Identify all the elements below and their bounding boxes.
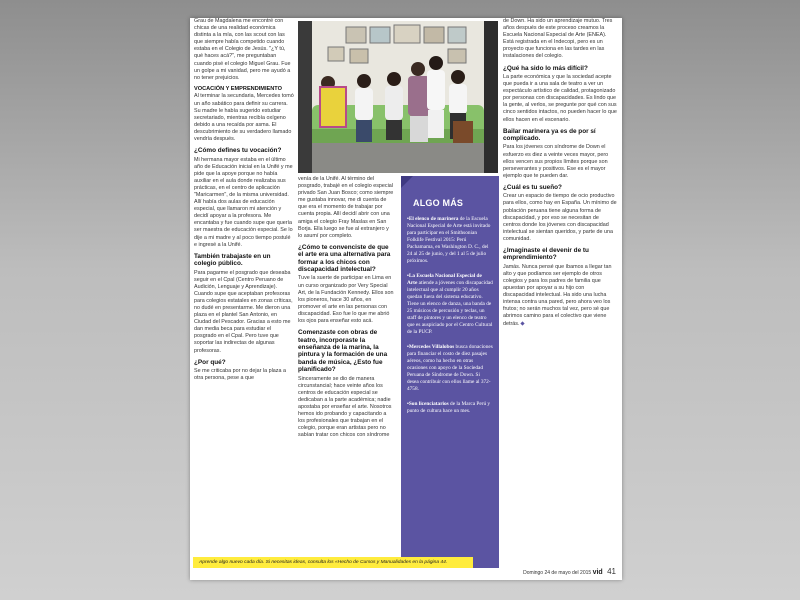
paragraph: venía de la Unifé. Al término del posgrado, trabajé en el colegio especial privado San Juan Bosco; como siempre me gustaba innovar, me di cuenta de que era el momento de trabajar por cuenta propia. Allí decidí abrir con una amiga el colegio Fray Maslas en San Borja. Ella luego se fue al extranjero y lo asumí por completo. [298, 176, 394, 239]
paragraph: Tuve la suerte de participar en Lima en un curso organizado por Very Special Art, de la Fundación Kennedy. Ellos son los pioneros, hace 30 años, en promover el arte en las personas con discapacidad. Eso fue lo que me abrió los ojos para enseñar esto acá. [298, 275, 394, 325]
sidebar-item-lead: •El elenco de marinera [407, 216, 459, 222]
question-heading: Bailar marinera ya es de por sí complicado. [503, 127, 596, 143]
question-heading: ¿Cómo defines tu vocación? [194, 147, 282, 155]
sidebar-item-lead: •Son licenciatarios [407, 401, 449, 407]
sidebar-corner [401, 176, 413, 188]
page-number: 41 [607, 567, 616, 576]
footnote-banner: Aprende algo nuevo cada día. Si necesitas ideas, consulta los «Hecho de Cursos y Manualidades en la página 44. [193, 557, 473, 568]
question-heading: ¿Qué ha sido lo más difícil? [503, 64, 588, 72]
section-heading: VOCACIÓN Y EMPRENDIMIENTO [194, 85, 282, 92]
group-photo [298, 21, 498, 173]
paragraph: Mi hermana mayor estaba en el último año de Educación inicial en la Unifé y me pide que la apoye porque no había auxiliar en el aula donde realizaba sus prácticas, en el centro de aplicación "Maricarmen", de la misma universidad. Allí había dos aulas de educación especial, que llamaron mi atención y decidí apoyar a la profesora. Me encantaba y fue cuando supe que quería ser maestra de educación especial. Se lo dije a mi madre y al poco tiempo postulé e ingresé a la Unifé. [194, 156, 293, 248]
paragraph: Al terminar la secundaria, Mercedes tomó un año sabático para definir su carrera. Su madre le había sugerido estudiar secretariado, mientras recibía oxígeno debido a una recaída por asma. El descubrimiento de su verdadero llamado vendría después. [194, 93, 294, 142]
question-heading: También trabajaste en un colegio público. [194, 252, 271, 268]
sidebar-item [407, 401, 493, 415]
text-column-2 [298, 176, 394, 443]
sidebar-item-text: de la Escuela Nacional Especial de Arte está invitado para participar en el Smithsonian Folklife Festival 2015: Perú Pachamama, en Washington D. C., del 24 al 25 de junio, y del 1 al 5 de julio próximos. [407, 216, 491, 264]
magazine-logo: vid [592, 569, 603, 576]
sidebar-item-text: de la Marca Perú y punto de cultura hace un mes. [407, 401, 491, 414]
folio-date: Domingo 24 de mayo del 2015 [523, 570, 592, 576]
paragraph: de Down. Ha sido un aprendizaje mutuo. Tres años después de este proceso creamos la Escuela Nacional Especial de Arte (ENEA). Está registrada en el Indecopi, pero es un proyecto que funciona en las tardes en las instalaciones del colegio. [503, 18, 613, 60]
sidebar-item-text: atiende a jóvenes con discapacidad intelectual que al cumplir 20 años quedan fuera del sistema educativo. Tiene un elenco de danza, una banda de 25 músicos de percusión y teclas, un staff de pintores y un elenco de teatro que es auspiciado por el Centro Cultural de la PUCP. [407, 280, 493, 335]
question-heading: ¿Cuál es tu sueño? [503, 183, 562, 191]
paragraph: Para los jóvenes con síndrome de Down el esfuerzo es diez a veinte veces mayor, pero ellos vencen sus propios límites porque son perseverantes y positivos. Ese es el mayor ejemplo que te pueden dar. [503, 144, 609, 179]
text-column-1 [194, 18, 294, 386]
photo-illustration [298, 21, 498, 173]
paragraph: La parte económica y que la sociedad acepte que pueda ir a una sala de teatro a ver un espectáculo artístico de calidad, protagonizado por personas con discapacidades. Es lindo que la gente, al verlos, se pregunte por qué con sus cinco sentidos intactos, no pueden hacer lo que ellos hacen en el escenario. [503, 73, 617, 123]
sidebar-item [407, 216, 493, 265]
end-mark-icon [521, 321, 525, 325]
sidebar-title: ALGO MÁS [413, 198, 464, 208]
question-heading: ¿Por qué? [194, 358, 226, 366]
sidebar-item [407, 273, 493, 336]
magazine-page [190, 18, 622, 580]
paragraph: Sinceramente se dio de manera circunstancial; hace veinte años los centros de educación especial se dedicaban a la parte académica; nadie apostaba por enseñar el arte. Nosotros hemos ido probando y capacitando a los profesionales que trabajan en el colegio, porque eran artistas pero no sabían tratar con chicos con síndrome [298, 375, 392, 439]
sidebar-item-lead: •Mercedes Villalobos [407, 344, 455, 350]
sidebar-item-lead: •La Escuela Nacional Especial de Arte [407, 273, 482, 286]
paragraph: Crear un espacio de tiempo de ocio productivo para ellos, como hay en España. Un mínimo de población peruana tiene alguna forma de discapacidad, y por eso se necesitan de centros donde los jóvenes con discapacidad intelectual se sientan queridos, y parte de una comunidad. [503, 193, 617, 242]
question-heading: ¿Cómo te convenciste de que el arte era una alternativa para formar a los chicos con discapacidad intelectual? [298, 243, 391, 274]
paragraph: Grau de Magdalena me encontré con chicas de una realidad económica distinta a la mía, con las scout con las que siempre había competido cuando estaba en el Colegio de Jesús. "¿Y tú, qué haces acá?", me preguntaban cuando pisé el colegio Miguel Grau. Fue un golpe a mi vanidad, pero me ayudó a no tener prejuicios. [194, 18, 291, 81]
question-heading: Comenzaste con obras de teatro, incorporaste la enseñanza de la marina, la pintura y la formación de una banda de música, ¿Esto fue planificado? [298, 329, 388, 374]
paragraph-text: Jamás. Nunca pensé que íbamos a llegar tan alto y que podíamos ser ejemplo de otros colegios y para los padres de familia que apuestan por apoyar a su hijo con discapacidad intelectual. Ha sido una lucha intensa contra una pared, pero ahora veo los frutos; no serán muchos tal vez, pero sé que abrimos camino para el colectivo que viene detrás. [503, 263, 612, 327]
question-heading: ¿Imaginaste el devenir de tu emprendimiento? [503, 246, 589, 262]
paragraph: Para pagarme el posgrado que deseaba seguir en el Cpal (Centro Peruano de Audición, Lenguaje y Aprendizaje). Cuando supe que aceptaban profesoras para colegios estatales en zonas críticas, no dudé en presentarme. Me dieron una plaza en el plantel San Antonio, en Ciudad del Pescador. Gracias a esto me dan media beca para estudiar el posgrado en el Cpal. Pero tuve que soportar las indirectas de algunas profesoras. [194, 269, 293, 354]
page-folio [523, 567, 616, 576]
paragraph [503, 264, 617, 328]
text-column-3 [503, 18, 617, 332]
paragraph: Se me criticaba por no dejar la plaza a otra persona, pese a que [194, 368, 286, 382]
sidebar-item [407, 344, 493, 393]
sidebar-algo-mas [401, 176, 499, 568]
sidebar-item-text: busca donaciones para financiar el costo de diez pasajes aéreos, como ha hecho en otras ocasiones con apoyo de la Sociedad Peruana de Síndrome de Down. Si desea contribuir con ellos llame al 372-4758. [407, 344, 493, 392]
